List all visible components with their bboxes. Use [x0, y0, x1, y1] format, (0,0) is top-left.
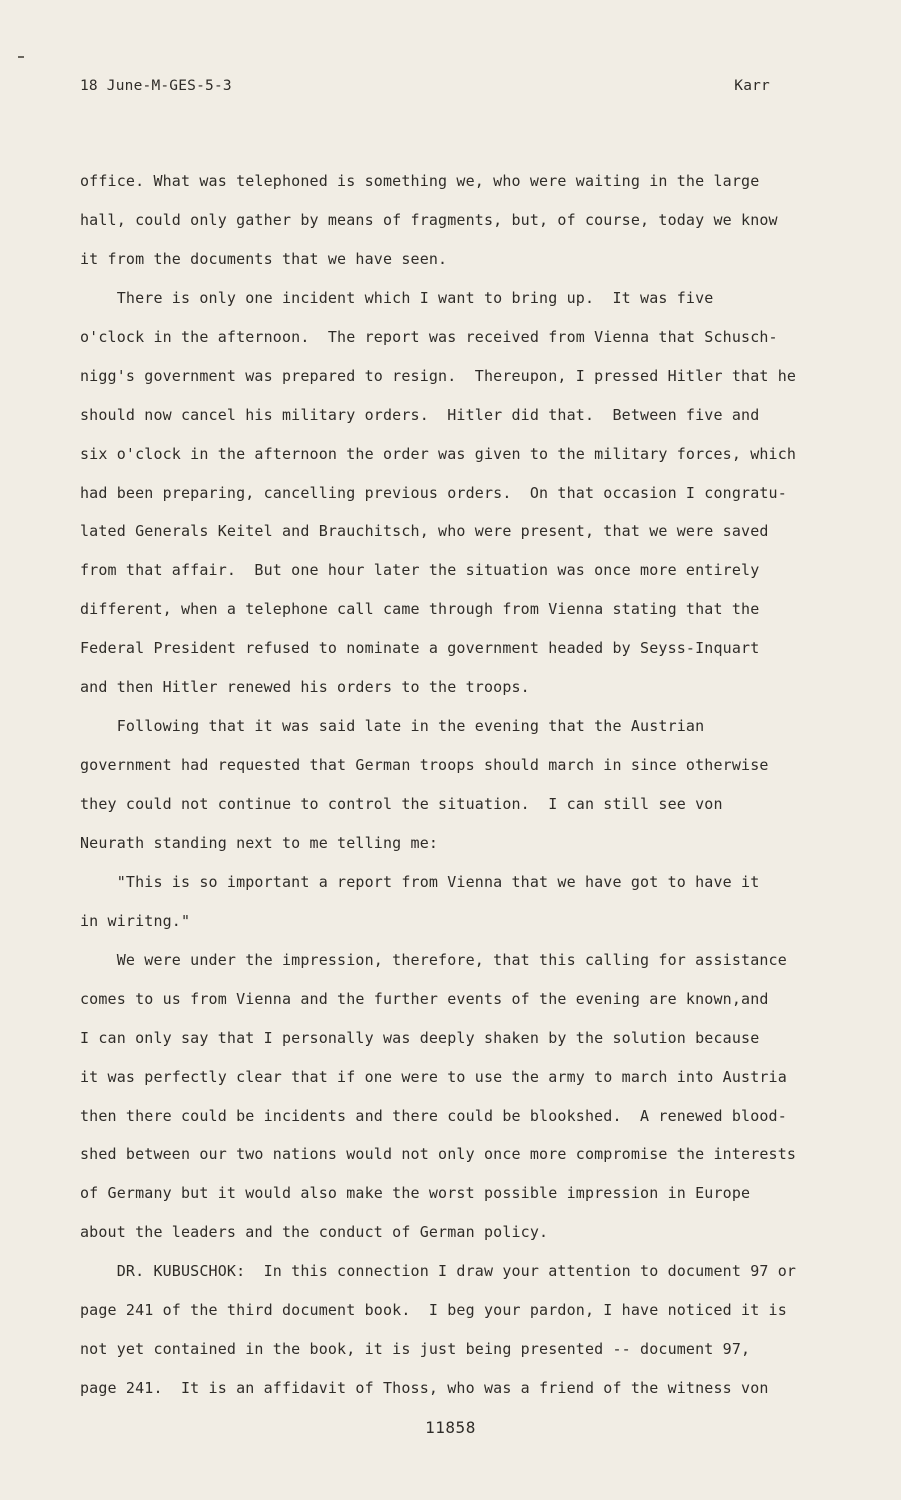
- text-line: shed between our two nations would not only once more compromise the interests: [80, 1145, 797, 1164]
- text-line: page 241 of the third document book. I beg your pardon, I have noticed it is: [80, 1301, 787, 1320]
- text-line: page 241. It is an affidavit of Thoss, who was a friend of the witness von: [80, 1379, 769, 1398]
- text-line: lated Generals Keitel and Brauchitsch, who were present, that we were saved: [80, 522, 769, 541]
- text-line: government had requested that German troops should march in since otherwise: [80, 756, 769, 775]
- text-line: Neurath standing next to me telling me:: [80, 833, 439, 852]
- text-line: had been preparing, cancelling previous orders. On that occasion I congratu-: [80, 483, 787, 502]
- text-line: DR. KUBUSCHOK: In this connection I draw your attention to document 97 or: [80, 1262, 797, 1281]
- text-line: Federal President refused to nominate a government headed by Seyss-Inquart: [80, 639, 760, 658]
- text-line: should now cancel his military orders. Hitler did that. Between five and: [80, 405, 760, 424]
- page-number: 11858: [425, 1418, 476, 1437]
- text-line: "This is so important a report from Vienna that we have got to have it: [80, 872, 760, 891]
- text-line: o'clock in the afternoon. The report was received from Vienna that Schusch-: [80, 327, 778, 346]
- text-line: I can only say that I personally was deeply shaken by the solution because: [80, 1028, 760, 1047]
- text-line: of Germany but it would also make the worst possible impression in Europe: [80, 1184, 751, 1203]
- text-line: different, when a telephone call came through from Vienna stating that the: [80, 600, 760, 619]
- reporter-name: Karr: [734, 78, 770, 94]
- margin-mark: [18, 56, 24, 58]
- text-line: six o'clock in the afternoon the order was given to the military forces, which: [80, 444, 797, 463]
- text-line: it from the documents that we have seen.: [80, 249, 448, 268]
- text-line: it was perfectly clear that if one were to use the army to march into Austria: [80, 1067, 787, 1086]
- text-line: comes to us from Vienna and the further events of the evening are known,and: [80, 989, 769, 1008]
- transcript-body: [80, 162, 860, 1408]
- text-line: Following that it was said late in the evening that the Austrian: [80, 717, 705, 736]
- text-line: hall, could only gather by means of fragments, but, of course, today we know: [80, 210, 778, 229]
- text-line: office. What was telephoned is something we, who were waiting in the large: [80, 172, 760, 190]
- text-line: they could not continue to control the situation. I can still see von: [80, 795, 723, 813]
- text-line: nigg's government was prepared to resign. Thereupon, I pressed Hitler that he: [80, 366, 797, 385]
- text-line: and then Hitler renewed his orders to the troops.: [80, 678, 530, 697]
- text-line: about the leaders and the conduct of German policy.: [80, 1223, 549, 1242]
- page-header: [80, 78, 770, 98]
- text-line: We were under the impression, therefore, that this calling for assistance: [80, 950, 787, 969]
- text-line: then there could be incidents and there could be blookshed. A renewed blood-: [80, 1106, 787, 1125]
- text-line: There is only one incident which I want to bring up. It was five: [80, 288, 714, 307]
- text-line: from that affair. But one hour later the situation was once more entirely: [80, 561, 760, 580]
- transcript-reference: 18 June-M-GES-5-3: [80, 78, 232, 94]
- text-line: in wiritng.": [80, 911, 191, 930]
- text-line: not yet contained in the book, it is just being presented -- document 97,: [80, 1340, 751, 1359]
